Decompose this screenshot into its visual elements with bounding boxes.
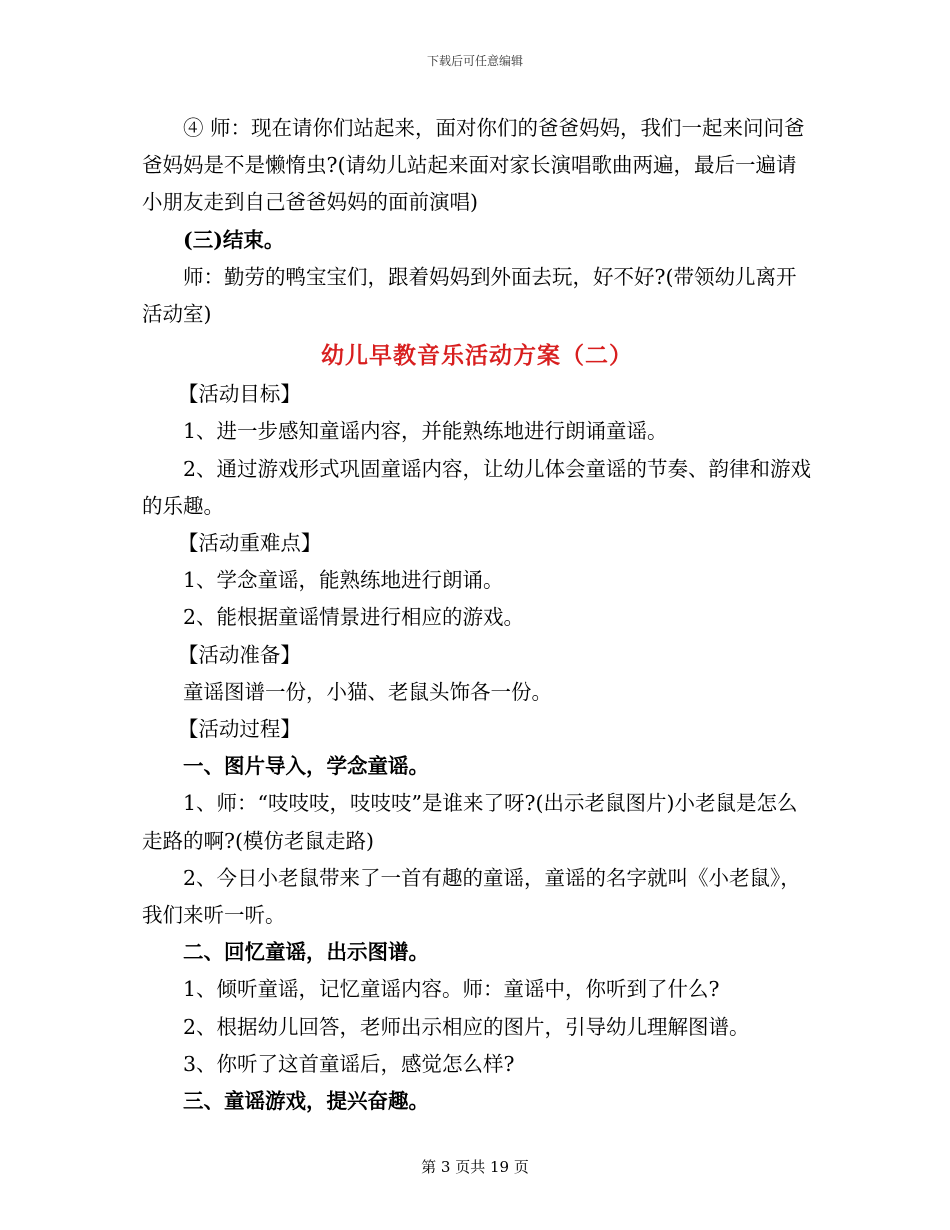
page-header: 下载后可任意编辑 (426, 54, 523, 68)
section-title: 幼儿早教音乐活动方案（二） (321, 342, 633, 370)
step-2-item-1: 1、倾听童谣，记忆童谣内容。师：童谣中，你听到了什么? (183, 977, 720, 1002)
step-3-heading: 三、童谣游戏，提兴奋趣。 (183, 1089, 429, 1114)
step-1-item-1: 1、师：“吱吱吱，吱吱吱”是谁来了呀?(出示老鼠图片)小老鼠是怎么走路的啊?(模仿老鼠走路) (142, 791, 798, 853)
step-1-heading: 一、图片导入，学念童谣。 (183, 754, 429, 779)
page-footer: 第 3 页共 19 页 (421, 1158, 529, 1176)
heading-process: 【活动过程】 (177, 717, 301, 742)
goal-item-1: 1、进一步感知童谣内容，并能熟练地进行朗诵童谣。 (183, 419, 668, 444)
document-body (142, 110, 812, 1120)
step-2-item-3: 3、你听了这首童谣后，感觉怎么样? (183, 1051, 515, 1076)
heading-activity-goals: 【活动目标】 (177, 382, 301, 407)
heading-key-points: 【活动重难点】 (177, 531, 322, 556)
step-2-heading: 二、回忆童谣，出示图谱。 (183, 940, 429, 965)
paragraph-teacher-closing: 师：勤劳的鸭宝宝们，跟着妈妈到外面去玩，好不好?(带领幼儿离开活动室) (142, 264, 797, 327)
preparation-item: 童谣图谱一份，小猫、老鼠头饰各一份。 (183, 679, 552, 704)
key-point-1: 1、学念童谣，能熟练地进行朗诵。 (183, 568, 504, 593)
paragraph-teacher-instruction: ④ 师：现在请你们站起来，面对你们的爸爸妈妈，我们一起来问问爸爸妈妈是不是懒惰虫?(请幼儿站起来面对家长演唱歌曲两遍，最后一遍请小朋友走到自己爸爸妈妈的面前演唱) (142, 116, 805, 215)
step-2-item-2: 2、根据幼儿回答，老师出示相应的图片，引导幼儿理解图谱。 (183, 1014, 750, 1039)
section-heading-end: (三)结束。 (183, 227, 285, 252)
step-1-item-2: 2、今日小老鼠带来了一首有趣的童谣，童谣的名字就叫《小老鼠》，我们来听一听。 (142, 865, 801, 928)
key-point-2: 2、能根据童谣情景进行相应的游戏。 (183, 605, 525, 630)
goal-item-2: 2、通过游戏形式巩固童谣内容，让幼儿体会童谣的节奏、韵律和游戏的乐趣。 (142, 456, 812, 518)
heading-preparation: 【活动准备】 (177, 642, 301, 667)
